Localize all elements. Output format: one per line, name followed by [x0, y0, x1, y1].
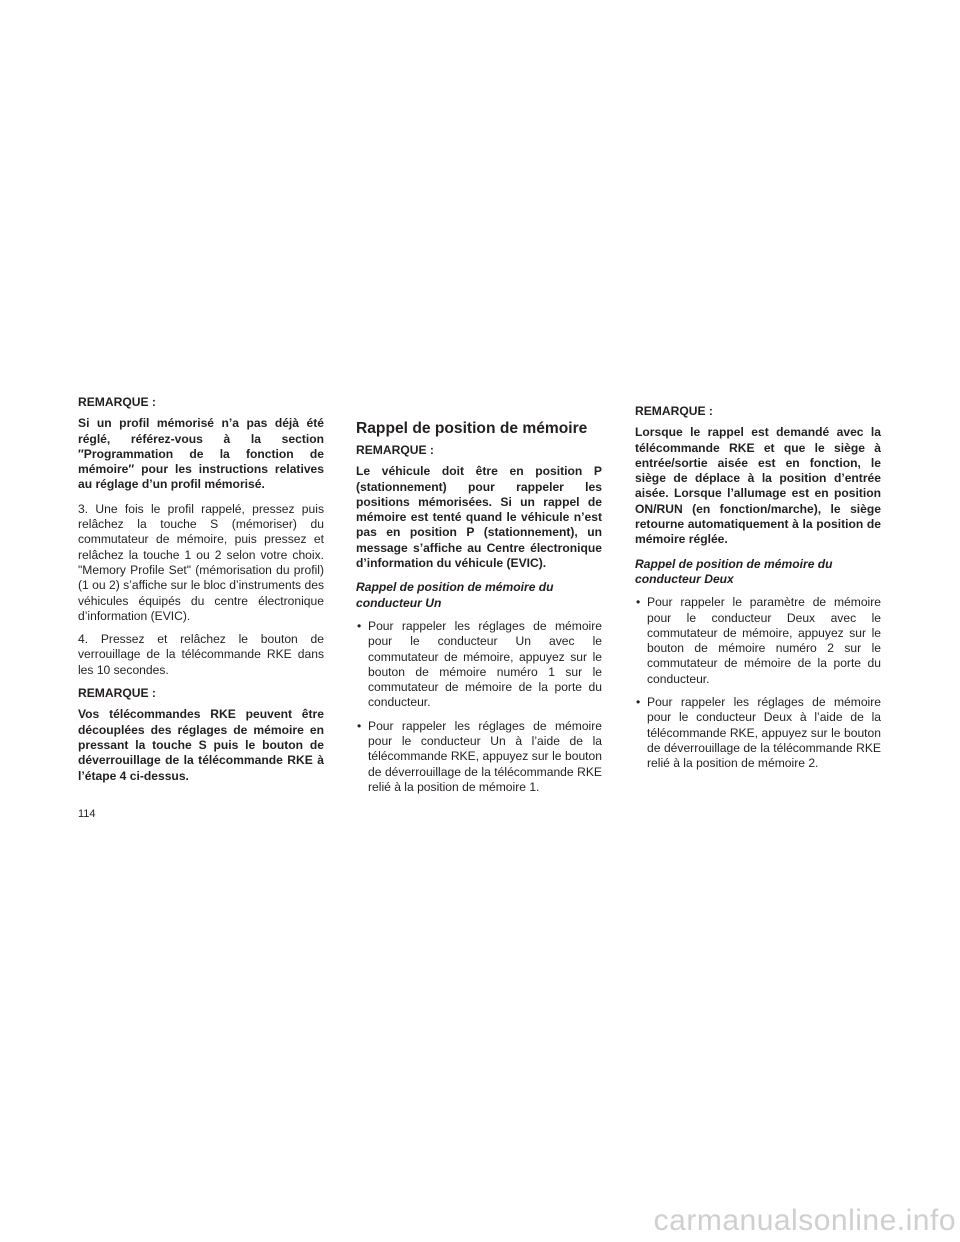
bullet-list: [635, 595, 881, 771]
step-3-paragraph: 3. Une fois le profil rappelé, pressez puis relâchez la touche S (mémoriser) du commutateur de mémoire, puis pressez et relâchez la touche 1 ou 2 selon votre choix. "Memory Profile Set" (mémorisation du profil) (1 ou 2) s’affiche sur le bloc d’instruments des véhicules équipés du centre électronique d’information (EVIC).: [78, 501, 324, 623]
list-item: [356, 719, 602, 795]
note-text: Si un profil mémorisé n’a pas déjà été réglé, référez-vous à la section ″Programmation de la fonction de mémoire″ pour les instructions relatives au réglage d’un profil mémorisé.: [78, 416, 324, 492]
step-4-paragraph: 4. Pressez et relâchez le bouton de verrouillage de la télécommande RKE dans les 10 secondes.: [78, 632, 324, 677]
note-label: REMARQUE :: [78, 395, 156, 409]
list-item: [635, 695, 881, 771]
subheading: Rappel de position de mémoire du conducteur Un: [356, 580, 554, 610]
page-number: 114: [78, 808, 96, 820]
bullet-icon: •: [636, 595, 641, 610]
list-item-text: Pour rappeler les réglages de mémoire pour le conducteur Un à l’aide de la télécommande RKE, appuyez sur le bouton de déverrouillage de la télécommande RKE relié à la position de mémoire 1.: [368, 718, 602, 794]
bullet-list: [356, 619, 602, 795]
bullet-icon: •: [357, 718, 362, 733]
right-column: [635, 404, 881, 780]
bullet-icon: •: [357, 618, 362, 633]
note-label: REMARQUE :: [635, 404, 713, 418]
note-text: Le véhicule doit être en position P (stationnement) pour rappeler les positions mémorisées. Si un rappel de mémoire est tenté quand le véhicule n’est pas en position P (stationnement), un message s’affiche au Centre électronique d’information du véhicule (EVIC).: [356, 464, 602, 571]
list-item-text: Pour rappeler les réglages de mémoire pour le conducteur Deux à l’aide de la télécommande RKE, appuyez sur le bouton de déverrouillage de la télécommande RKE relié à la position de mémoire 2.: [647, 695, 881, 771]
note-text: Lorsque le rappel est demandé avec la télécommande RKE et que le siège à entrée/sortie aisée est en fonction, le siège de déplace à la position d’entrée aisée. Lorsque l’allumage est en position ON/RUN (en fonction/marche), le siège retourne automatiquement à la position de mémoire réglée.: [635, 425, 881, 547]
subheading: Rappel de position de mémoire du conducteur Deux: [635, 556, 833, 586]
note-label: REMARQUE :: [78, 686, 156, 701]
note-label: REMARQUE :: [356, 443, 434, 457]
list-item-text: Pour rappeler les réglages de mémoire pour le conducteur Un avec le commutateur de mémoire, appuyez sur le bouton de mémoire numéro 1 sur le commutateur de mémoire de la porte du conducteur.: [368, 618, 602, 710]
middle-column: [356, 420, 602, 803]
bullet-icon: •: [636, 695, 641, 710]
list-item-text: Pour rappeler le paramètre de mémoire pour le conducteur Deux avec le commutateur de mémoire, appuyez sur le bouton de mémoire numéro 2 sur le commutateur de mémoire de la porte du conducteur.: [647, 595, 881, 686]
list-item: [635, 595, 881, 687]
note-text: Vos télécommandes RKE peuvent être découplées des réglages de mémoire en pressant la touche S puis le bouton de déverrouillage de la télécommande RKE à l’étape 4 ci-dessus.: [78, 707, 324, 783]
left-column: [78, 395, 324, 793]
list-item: [356, 619, 602, 711]
section-heading: Rappel de position de mémoire: [356, 420, 588, 437]
watermark: carmanualsonline.info: [653, 1204, 956, 1237]
